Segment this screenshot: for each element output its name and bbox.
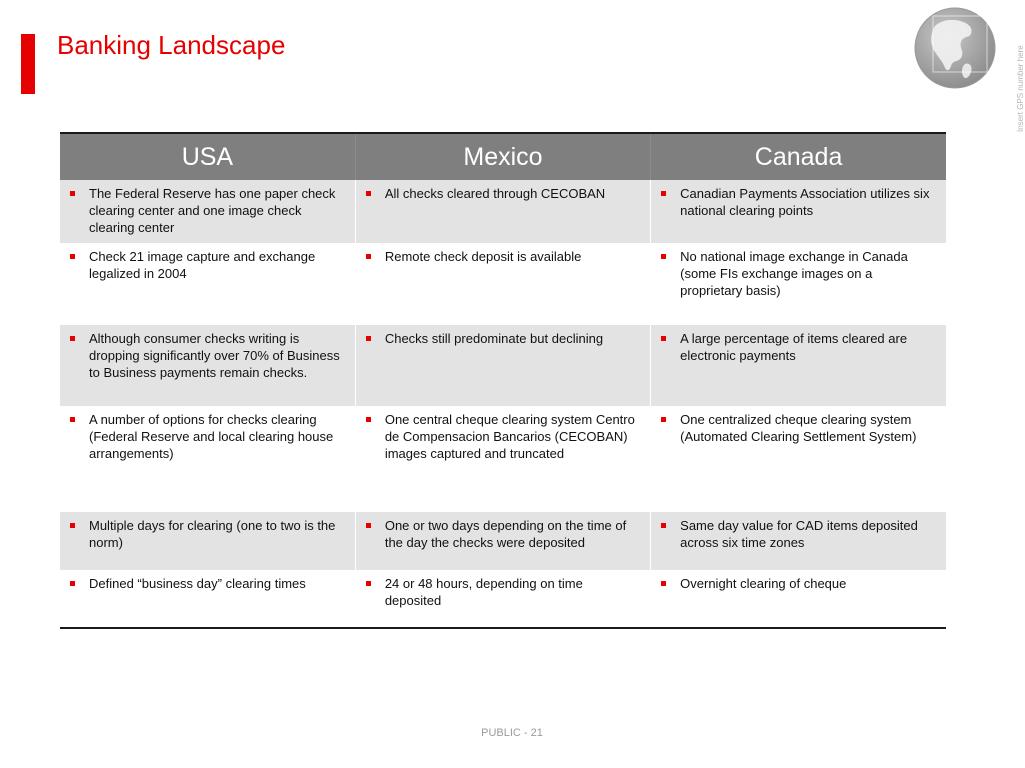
cell-text: One or two days depending on the time of the day the checks were deposited xyxy=(384,518,627,550)
table-cell xyxy=(651,243,946,325)
cell-text: Overnight clearing of cheque xyxy=(680,576,847,591)
bullet-icon xyxy=(70,336,78,341)
cell-text: Remote check deposit is available xyxy=(384,249,582,264)
bullet-icon xyxy=(661,336,669,341)
cell-text: No national image exchange in Canada (some FIs exchange images on a proprietary basis) xyxy=(680,249,908,298)
table-cell xyxy=(355,406,650,512)
table-cell xyxy=(60,406,355,512)
table-cell xyxy=(60,570,355,628)
cell-text: One central cheque clearing system Centro de Compensacion Bancarios (CECOBAN) images captured and truncated xyxy=(384,412,635,461)
table-cell xyxy=(651,406,946,512)
cell-text: Checks still predominate but declining xyxy=(384,331,604,346)
table-cell xyxy=(651,512,946,570)
table-cell xyxy=(355,180,650,243)
cell-text: 24 or 48 hours, depending on time deposited xyxy=(384,576,583,608)
banking-comparison-table xyxy=(60,132,946,629)
column-header-mexico: Mexico xyxy=(355,133,650,180)
globe-icon xyxy=(913,6,997,90)
bullet-icon xyxy=(661,254,669,259)
table-cell xyxy=(355,512,650,570)
title-accent-bar xyxy=(21,34,35,94)
bullet-icon xyxy=(661,581,669,586)
cell-text: A large percentage of items cleared are electronic payments xyxy=(680,331,908,363)
table-cell xyxy=(355,570,650,628)
bullet-icon xyxy=(70,581,78,586)
table-cell xyxy=(60,243,355,325)
cell-text: The Federal Reserve has one paper check clearing center and one image check clearing center xyxy=(89,186,336,235)
cell-text: One centralized cheque clearing system (Automated Clearing Settlement System) xyxy=(680,412,917,444)
bullet-icon xyxy=(661,417,669,422)
column-header-usa: USA xyxy=(60,133,355,180)
column-header-canada: Canada xyxy=(651,133,946,180)
table-cell xyxy=(355,243,650,325)
cell-text: All checks cleared through CECOBAN xyxy=(384,186,606,201)
table-row xyxy=(60,512,946,570)
table-cell xyxy=(355,325,650,406)
bullet-icon xyxy=(366,523,374,528)
bullet-icon xyxy=(661,191,669,196)
table-row xyxy=(60,180,946,243)
bullet-icon xyxy=(70,417,78,422)
bullet-icon xyxy=(70,523,78,528)
table-cell xyxy=(651,570,946,628)
cell-text: Same day value for CAD items deposited across six time zones xyxy=(680,518,918,550)
slide-title: Banking Landscape xyxy=(57,30,286,60)
table-row xyxy=(60,570,946,628)
cell-text: Canadian Payments Association utilizes six national clearing points xyxy=(680,186,930,218)
table-cell xyxy=(60,325,355,406)
cell-text: Check 21 image capture and exchange legalized in 2004 xyxy=(89,249,316,281)
table-cell xyxy=(651,325,946,406)
bullet-icon xyxy=(70,191,78,196)
cell-text: A number of options for checks clearing (Federal Reserve and local clearing house arrangements) xyxy=(89,412,334,461)
gps-number-note: Insert GPS number here xyxy=(1016,45,1025,132)
table-cell xyxy=(651,180,946,243)
cell-text: Defined “business day” clearing times xyxy=(89,576,306,591)
table-cell xyxy=(60,180,355,243)
table-row xyxy=(60,325,946,406)
bullet-icon xyxy=(366,191,374,196)
comparison-table-wrapper xyxy=(60,132,946,629)
bullet-icon xyxy=(366,581,374,586)
table-header-row xyxy=(60,133,946,180)
bullet-icon xyxy=(366,336,374,341)
table-row xyxy=(60,243,946,325)
bullet-icon xyxy=(70,254,78,259)
cell-text: Multiple days for clearing (one to two is the norm) xyxy=(89,518,336,550)
cell-text: Although consumer checks writing is dropping significantly over 70% of Business to Business payments remain checks. xyxy=(89,331,340,380)
page-footer: PUBLIC - 21 xyxy=(481,727,543,739)
bullet-icon xyxy=(366,254,374,259)
table-cell xyxy=(60,512,355,570)
bullet-icon xyxy=(366,417,374,422)
bullet-icon xyxy=(661,523,669,528)
table-row xyxy=(60,406,946,512)
